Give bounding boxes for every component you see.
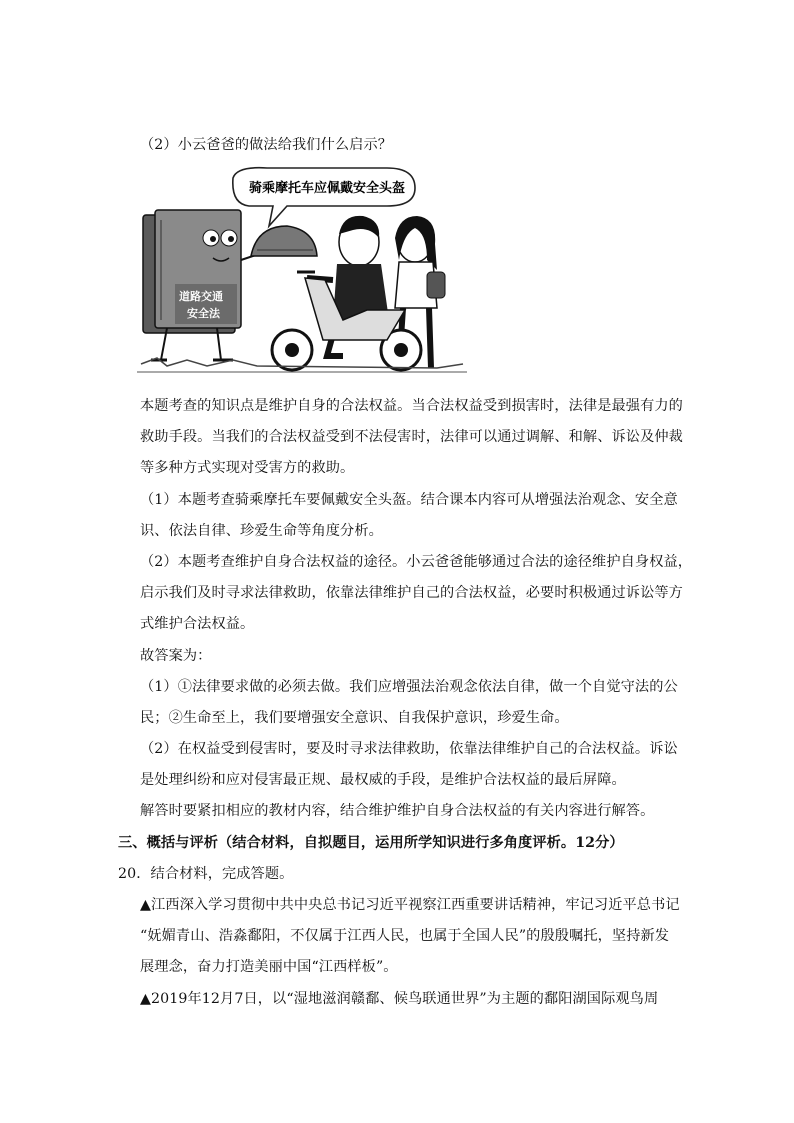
analysis-intro-1: 本题考查的知识点是维护自身的合法权益。当合法权益受到损害时，法律是最强有力的 bbox=[140, 398, 683, 414]
material-1-line3: 展理念，奋力打造美丽中国“江西样板”。 bbox=[140, 959, 398, 975]
question-20: 20．结合材料，完成答题。 bbox=[118, 866, 294, 882]
answer-1-line2: 民；②生命至上，我们要增强安全意识、自我保护意识，珍爱生命。 bbox=[140, 710, 569, 726]
question-2: （2）小云爸爸的做法给我们什么启示？ bbox=[140, 137, 393, 153]
law-book-character bbox=[143, 210, 265, 360]
analysis-p2-1: （2）本题考查维护自身合法权益的途径。小云爸爸能够通过合法的途径维护自身权益， bbox=[140, 554, 693, 570]
speech-text: 骑乘摩托车应佩戴安全头盔 bbox=[249, 181, 406, 196]
analysis-intro-2: 救助手段。当我们的合法权益受到不法侵害时，法律可以通过调解、和解、诉讼及仲裁 bbox=[140, 429, 683, 445]
answer-2-line1: （2）在权益受到侵害时，要及时寻求法律救助，依靠法律维护自己的合法权益。诉讼 bbox=[140, 741, 678, 757]
section-3-heading: 三、概括与评析（结合材料，自拟题目，运用所学知识进行多角度评析。12分） bbox=[118, 835, 624, 851]
answer-label: 故答案为： bbox=[140, 648, 212, 664]
analysis-intro-3: 等多种方式实现对受害方的救助。 bbox=[140, 460, 355, 476]
helmet bbox=[251, 226, 317, 256]
material-2-line1: ▲2019年12月7日，以“湿地滋润赣鄱、候鸟联通世界”为主题的鄱阳湖国际观鸟周 bbox=[140, 991, 659, 1007]
answer-2-line2: 是处理纠纷和应对侵害最正规、最权威的手段，是维护合法权益的最后屏障。 bbox=[140, 772, 626, 788]
material-1-line2: “妩媚青山、浩淼鄱阳，不仅属于江西人民，也属于全国人民”的殷殷嘱托，坚持新发 bbox=[140, 928, 670, 944]
answer-tip: 解答时要紧扣相应的教材内容，结合维护维护自身合法权益的有关内容进行解答。 bbox=[140, 803, 655, 819]
analysis-p1-2: 识、依法自律、珍爱生命等角度分析。 bbox=[140, 523, 383, 539]
material-1-line1: ▲江西深入学习贯彻中共中央总书记习近平视察江西重要讲话精神，牢记习近平总书记 bbox=[140, 897, 680, 913]
analysis-p2-3: 式维护合法权益。 bbox=[140, 616, 255, 632]
book-title-line2: 安全法 bbox=[187, 307, 220, 320]
analysis-p2-2: 启示我们及时寻求法律救助，依靠法律维护自己的合法权益，必要时积极通过诉讼等方 bbox=[140, 585, 683, 601]
analysis-p1-1: （1）本题考查骑乘摩托车要佩戴安全头盔。结合课本内容可从增强法治观念、安全意 bbox=[140, 492, 678, 508]
speech-bubble bbox=[233, 168, 415, 226]
answer-1-line1: （1）①法律要求做的必须去做。我们应增强法治观念依法自律，做一个自觉守法的公 bbox=[140, 679, 678, 695]
traffic-safety-illustration bbox=[137, 160, 467, 380]
book-title-line1: 道路交通 bbox=[179, 290, 223, 303]
